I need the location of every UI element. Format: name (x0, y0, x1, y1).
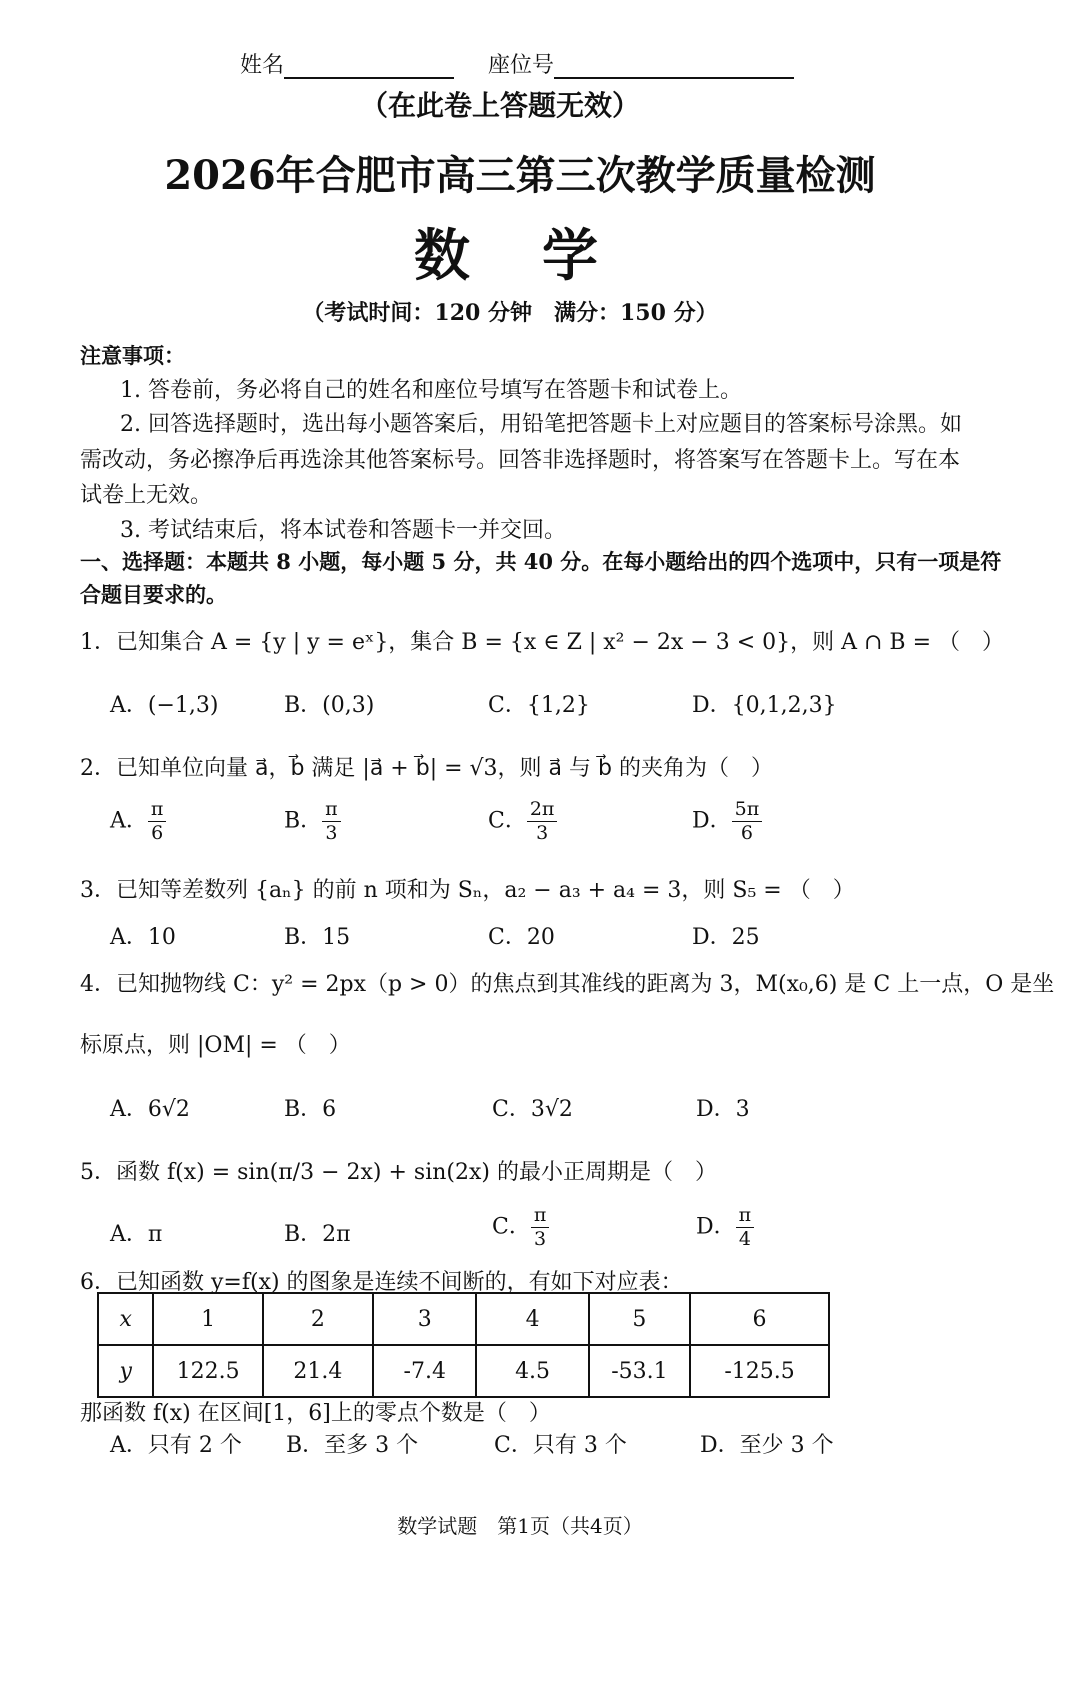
q5-c-den: 3 (534, 1228, 547, 1250)
q6-x-cell: 3 (373, 1293, 476, 1345)
seat-blank (554, 77, 794, 79)
q2-a-num: π (148, 800, 167, 822)
exam-info: （考试时间：120 分钟 满分：150 分） (302, 300, 718, 326)
q3-stem: 3．已知等差数列 {aₙ} 的前 n 项和为 Sₙ，a₂ − a₃ + a₄ = 3，则 S₅ = （ ） (80, 878, 855, 903)
q2-option-a (110, 800, 166, 843)
q6-y-cell: -7.4 (373, 1345, 476, 1397)
note-2c: 试卷上无效。 (80, 483, 213, 508)
q4-option-a: A．6√2 (110, 1097, 190, 1122)
q3-option-c: C．20 (488, 925, 555, 950)
seat-field (488, 48, 794, 79)
q2-c-num: 2π (527, 800, 558, 822)
q4-stem-2: 标原点，则 |OM| = （ ） (80, 1033, 351, 1058)
q5-stem: 5．函数 f(x) = sin(π/3 − 2x) + sin(2x) 的最小正周期是（ ） (80, 1160, 717, 1185)
q2-d-den: 6 (740, 822, 753, 844)
q6-y-cell: -53.1 (589, 1345, 690, 1397)
q6-option-b: B．至多 3 个 (286, 1433, 419, 1458)
subject-title: 数 学 (414, 223, 606, 289)
q2-stem: 2．已知单位向量 a⃗，b⃗ 满足 |a⃗ + b⃗| = √3，则 a⃗ 与 b⃗ 的夹角为（ ） (80, 756, 773, 781)
q5-d-num: π (736, 1206, 755, 1228)
note-2a: 2. 回答选择题时，选出每小题答案后，用铅笔把答题卡上对应题目的答案标号涂黑。如 (120, 412, 962, 437)
q1-option-b: B．(0,3) (284, 693, 375, 718)
q6-x-cell: 4 (476, 1293, 588, 1345)
page-footer: 数学试题 第1页（共4页） (397, 1514, 643, 1538)
q2-option-c (488, 800, 557, 843)
note-2b: 需改动，务必擦净后再选涂其他答案标号。回答非选择题时，将答案写在答题卡上。写在本 (80, 448, 961, 473)
q4-option-d: D．3 (696, 1097, 750, 1122)
q6-y-cell: -125.5 (690, 1345, 829, 1397)
q6-y-cell: 4.5 (476, 1345, 588, 1397)
q6-option-d: D．至少 3 个 (700, 1433, 834, 1458)
q5-c-num: π (531, 1206, 550, 1228)
q6-after: 那函数 f(x) 在区间[1，6]上的零点个数是（ ） (80, 1401, 551, 1426)
name-field (240, 48, 454, 79)
q1-option-a: A．(−1,3) (110, 693, 219, 718)
q2-b-label: B． (284, 808, 323, 834)
q6-option-c: C．只有 3 个 (494, 1433, 627, 1458)
note-1: 1. 答卷前，务必将自己的姓名和座位号填写在答题卡和试卷上。 (120, 378, 742, 403)
q2-a-label: A． (110, 808, 148, 834)
q6-row-x (98, 1293, 829, 1345)
q2-c-den: 3 (536, 822, 549, 844)
q5-d-label: D． (696, 1214, 736, 1240)
q4-option-c: C．3√2 (492, 1097, 573, 1122)
notes-heading: 注意事项： (80, 343, 185, 368)
q1-option-d: D．{0,1,2,3} (692, 693, 837, 718)
q5-c-label: C． (492, 1214, 531, 1240)
q5-option-d (696, 1206, 754, 1249)
q6-x-label: x (98, 1293, 153, 1345)
q2-option-b (284, 800, 341, 843)
q4-stem-1: 4．已知抛物线 C：y² = 2px（p > 0）的焦点到其准线的距离为 3，M(x₀,6) 是 C 上一点，O 是坐 (80, 972, 1055, 997)
q2-a-den: 6 (151, 822, 164, 844)
q3-option-b: B．15 (284, 925, 351, 950)
invalid-note: （在此卷上答题无效） (359, 89, 640, 122)
q5-option-a: A．π (110, 1222, 163, 1247)
q2-b-num: π (322, 800, 341, 822)
q3-option-a: A．10 (110, 925, 176, 950)
q2-d-label: D． (692, 808, 732, 834)
q6-stem: 6．已知函数 y=f(x) 的图象是连续不间断的，有如下对应表： (80, 1270, 683, 1295)
q2-d-num: 5π (732, 800, 763, 822)
q2-b-den: 3 (325, 822, 338, 844)
exam-title: 2026年合肥市高三第三次教学质量检测 (164, 152, 876, 199)
q6-row-y (98, 1345, 829, 1397)
q1-option-c: C．{1,2} (488, 693, 590, 718)
note-3: 3. 考试结束后，将本试卷和答题卡一并交回。 (120, 518, 566, 543)
q2-option-d (692, 800, 762, 843)
q6-x-cell: 5 (589, 1293, 690, 1345)
q5-option-b: B．2π (284, 1222, 351, 1247)
q3-option-d: D．25 (692, 925, 760, 950)
q6-y-cell: 122.5 (153, 1345, 262, 1397)
q6-option-a: A．只有 2 个 (110, 1433, 242, 1458)
q6-x-cell: 6 (690, 1293, 829, 1345)
section1-line2: 合题目要求的。 (80, 582, 227, 607)
name-blank (284, 77, 454, 79)
q1-stem: 1．已知集合 A = {y | y = eˣ}，集合 B = {x ∈ Z | x² − 2x − 3 < 0}，则 A ∩ B = （ ） (80, 630, 1005, 655)
q4-option-b: B．6 (284, 1097, 337, 1122)
section1-line1: 一、选择题：本题共 8 小题，每小题 5 分，共 40 分。在每小题给出的四个选项中，只有一项是符 (80, 549, 1002, 574)
q5-option-c (492, 1206, 549, 1249)
q6-x-cell: 2 (263, 1293, 373, 1345)
name-label: 姓名 (240, 53, 285, 78)
seat-label: 座位号 (488, 53, 555, 78)
q6-table (97, 1292, 830, 1398)
q6-y-label: y (98, 1345, 153, 1397)
q2-c-label: C． (488, 808, 527, 834)
q5-d-den: 4 (738, 1228, 751, 1250)
q6-x-cell: 1 (153, 1293, 262, 1345)
q6-y-cell: 21.4 (263, 1345, 373, 1397)
